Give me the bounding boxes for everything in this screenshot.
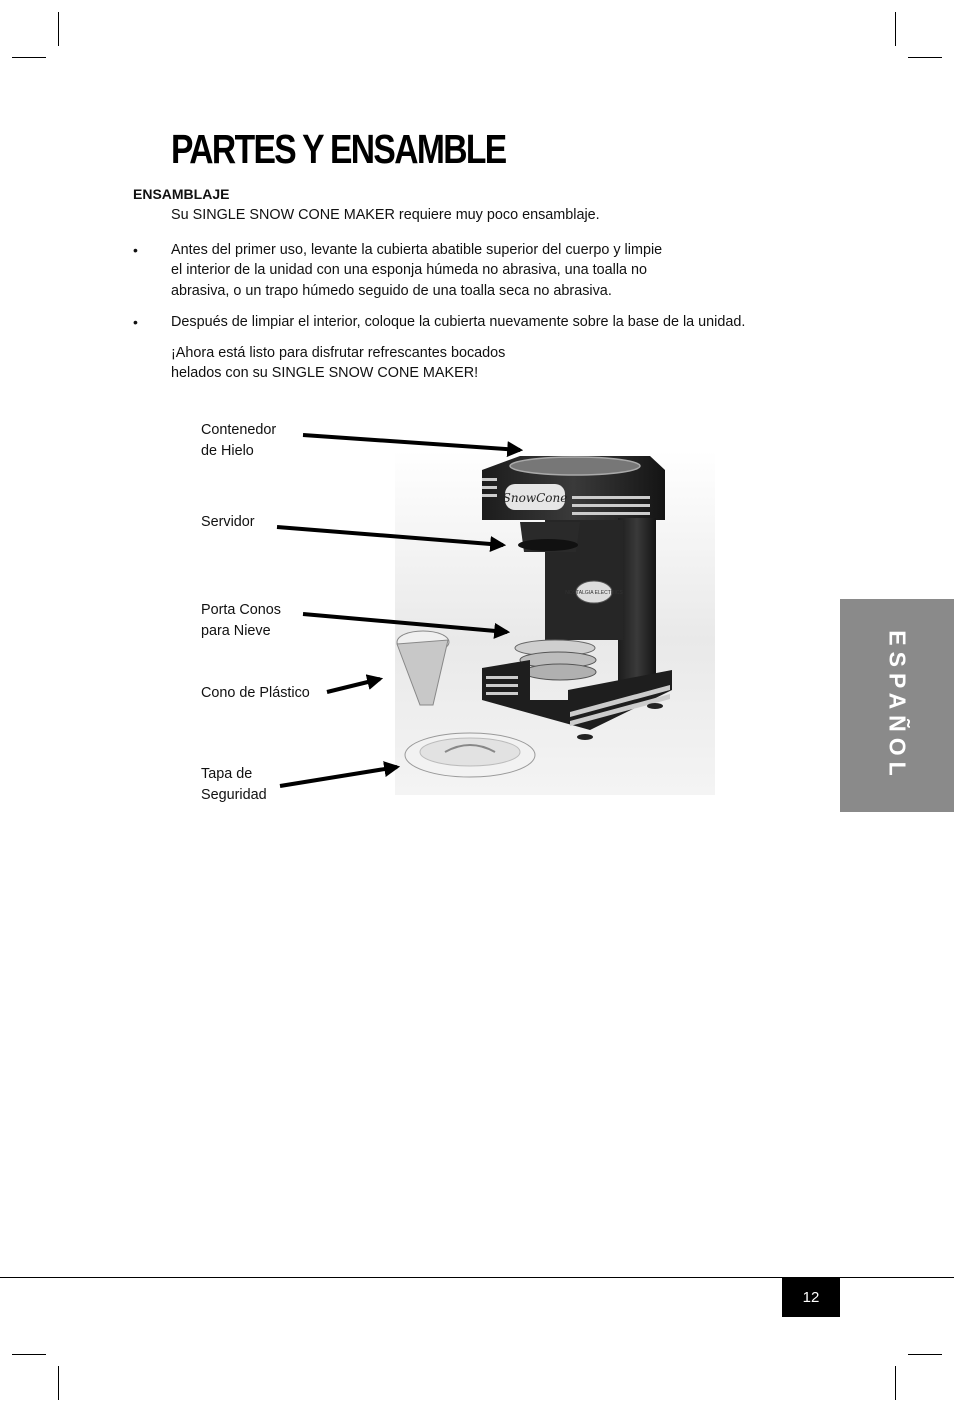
intro-text: Su SINGLE SNOW CONE MAKER requiere muy poco ensamblaje. <box>171 207 600 223</box>
arrow-safety-lid <box>280 767 397 786</box>
bullet-1-line-1: Antes del primer uso, levante la cubierta abatible superior del cuerpo y limpie <box>171 242 663 258</box>
language-tab-label: ESPAÑOL <box>884 629 911 782</box>
label-line: Servidor <box>201 514 255 530</box>
bullet-1-line-2: el interior de la unidad con una esponja húmeda no abrasiva, una toalla no <box>171 262 648 278</box>
label-line: Contenedor <box>201 422 277 438</box>
page-title: PARTES Y ENSAMBLE <box>171 126 506 172</box>
label-line: Tapa de <box>201 766 253 782</box>
safety-lid <box>405 733 535 777</box>
label-line: Seguridad <box>201 787 267 803</box>
label-line: de Hielo <box>201 443 254 459</box>
arrow-ice-container <box>303 435 520 450</box>
bullet-marker: • <box>133 314 138 330</box>
brand-badge: NOSTALGIA ELECTRICS <box>565 590 623 596</box>
product-logo: SnowCone <box>502 491 568 505</box>
label-line: para Nieve <box>201 623 271 639</box>
arrow-plastic-cone <box>327 679 380 692</box>
language-tab <box>840 599 954 812</box>
label-line: Cono de Plástico <box>201 685 310 701</box>
section-heading: ENSAMBLAJE <box>133 186 230 202</box>
bullet-2-text: Después de limpiar el interior, coloque la cubierta nuevamente sobre la base de la unidad. <box>171 314 746 330</box>
page-number: 12 <box>782 1278 840 1317</box>
closing-line-1: ¡Ahora está listo para disfrutar refrescantes bocados <box>171 345 506 361</box>
label-line: Porta Conos <box>201 602 281 618</box>
bullet-marker: • <box>133 242 138 258</box>
closing-line-2: helados con su SINGLE SNOW CONE MAKER! <box>171 365 479 381</box>
bullet-1-line-3: abrasiva, o un trapo húmedo seguido de una toalla seca no abrasiva. <box>171 283 612 299</box>
